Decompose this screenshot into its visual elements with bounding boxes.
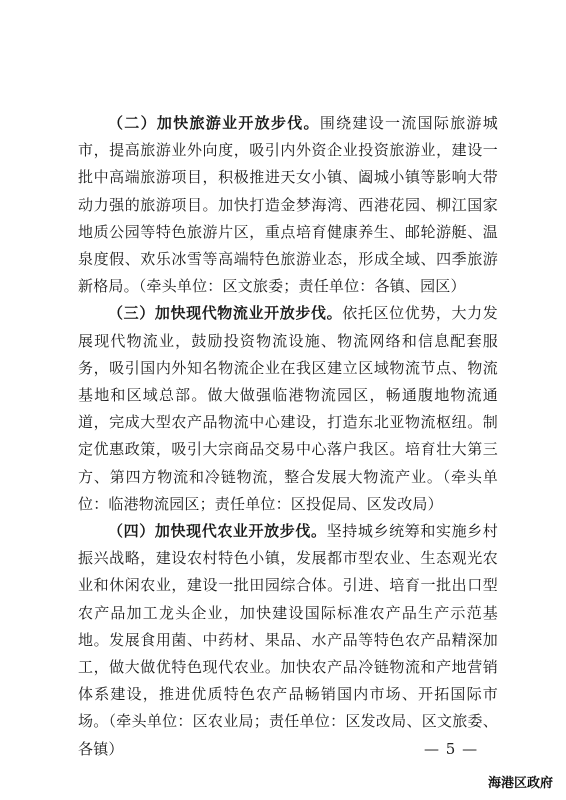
page-number: — 5 — [424,740,479,758]
paragraph-agriculture-body: 坚持城乡统筹和实施乡村振兴战略，建设农村特色小镇，发展都市型农业、生态观光农业和休闲农业，建设一批田园综合体。引进、培育一批出口型农产品加工龙头企业，加快建设国际标准农产品生产示范基地。发展食用菌、中药材、果品、水产品等特色农产品精深加工，做大做优特色现代农业。加快农产品冷链物流和产地营销体系建设，推进优质特色农产品畅销国内市场、开拓国际市场。（牵头单位：区农业局；责任单位：区发改局、区文旅委、各镇） [78,522,499,758]
paragraph-tourism-lead: （二）加快旅游业开放步伐。 [108,114,320,132]
paragraph-logistics [78,300,498,518]
paragraph-tourism [78,110,498,300]
document-body [78,110,498,763]
paragraph-logistics-body: 依托区位优势，大力发展现代物流业，鼓励投资物流设施、物流网络和信息配套服务，吸引国内外知名物流企业在我区建立区域物流节点、物流基地和区域总部。做大做强临港物流园区，畅通腹地物流通道，完成大型农产品物流中心建设，打造东北亚物流枢纽。制定优惠政策，吸引大宗商品交易中心落户我区。培育壮大第三方、第四方物流和冷链物流，整合发展大物流产业。（牵头单位：临港物流园区；责任单位：区投促局、区发改局） [78,304,498,513]
paragraph-agriculture-lead: （四）加快现代农业开放步伐。 [108,522,327,541]
paragraph-agriculture [78,518,498,763]
paragraph-tourism-body: 围绕建设一流国际旅游城市，提高旅游业外向度，吸引内外资企业投资旅游业，建设一批中高端旅游项目，积极推进天女小镇、阖城小镇等影响大带动力强的旅游项目。加快打造金梦海湾、西港花园、柳江国家地质公园等特色旅游片区，重点培育健康养生、邮轮游艇、温泉度假、欢乐冰雪等高端特色旅游业态，形成全域、四季旅游新格局。（牵头单位：区文旅委；责任单位：各镇、园区） [78,114,498,296]
source-watermark: 海港区政府 [488,776,554,791]
paragraph-logistics-lead: （三）加快现代物流业开放步伐。 [108,304,343,323]
